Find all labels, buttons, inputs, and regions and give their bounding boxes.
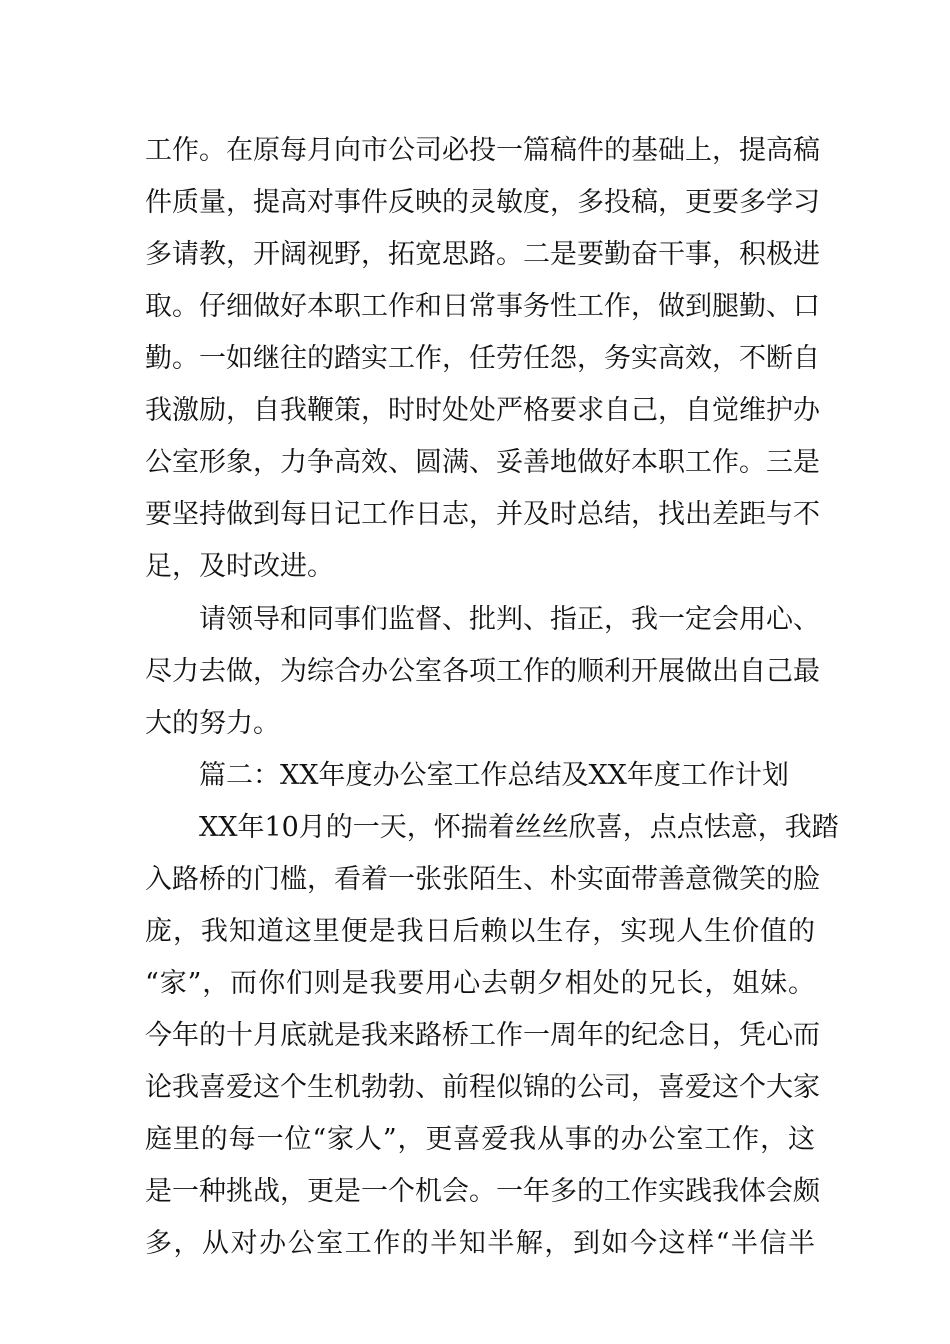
paragraph-first-line: 请领导和同事们监督、批判、指正，我一定会用心、 <box>199 604 820 635</box>
text-line: 公室形象，力争高效、圆满、妥善地做好本职工作。三是 <box>145 447 820 478</box>
text-line: “家”，而你们则是我要用心去朝夕相处的兄长，姐妹。 <box>145 968 815 999</box>
text-line: 足，及时改进。 <box>145 551 334 582</box>
text-line: 是一种挑战，更是一个机会。一年多的工作实践我体会颇 <box>145 1176 820 1207</box>
text-line: 论我喜爱这个生机勃勃、前程似锦的公司，喜爱这个大家 <box>145 1072 820 1103</box>
text-line: 我激励，自我鞭策，时时处处严格要求自己，自觉维护办 <box>145 395 820 426</box>
paragraph-first-line: XX年10月的一天，怀揣着丝丝欣喜，点点怯意，我踏 <box>199 812 839 843</box>
section-heading: 篇二：XX年度办公室工作总结及XX年度工作计划 <box>199 760 789 791</box>
text-line: 工作。在原每月向市公司必投一篇稿件的基础上，提高稿 <box>145 135 820 166</box>
text-line: 多，从对办公室工作的半知半解，到如今这样“半信半 <box>145 1228 815 1259</box>
text-line: 今年的十月底就是我来路桥工作一周年的纪念日，凭心而 <box>145 1020 820 1051</box>
text-line: 勤。一如继往的踏实工作，任劳任怨，务实高效，不断自 <box>145 343 820 374</box>
text-line: 庞，我知道这里便是我日后赖以生存，实现人生价值的 <box>145 916 815 947</box>
text-line: 入路桥的门槛，看着一张张陌生、朴实面带善意微笑的脸 <box>145 864 820 895</box>
text-line: 件质量，提高对事件反映的灵敏度，多投稿，更要多学习 <box>145 187 820 218</box>
text-line: 要坚持做到每日记工作日志，并及时总结，找出差距与不 <box>145 499 820 530</box>
text-line: 多请教，开阔视野，拓宽思路。二是要勤奋干事，积极进 <box>145 239 820 270</box>
text-line: 庭里的每一位“家人”，更喜爱我从事的办公室工作，这 <box>145 1124 815 1155</box>
text-line: 取。仔细做好本职工作和日常事务性工作，做到腿勤、口 <box>145 291 820 322</box>
text-line: 大的努力。 <box>145 708 280 739</box>
text-line: 尽力去做，为综合办公室各项工作的顺利开展做出自己最 <box>145 656 820 687</box>
